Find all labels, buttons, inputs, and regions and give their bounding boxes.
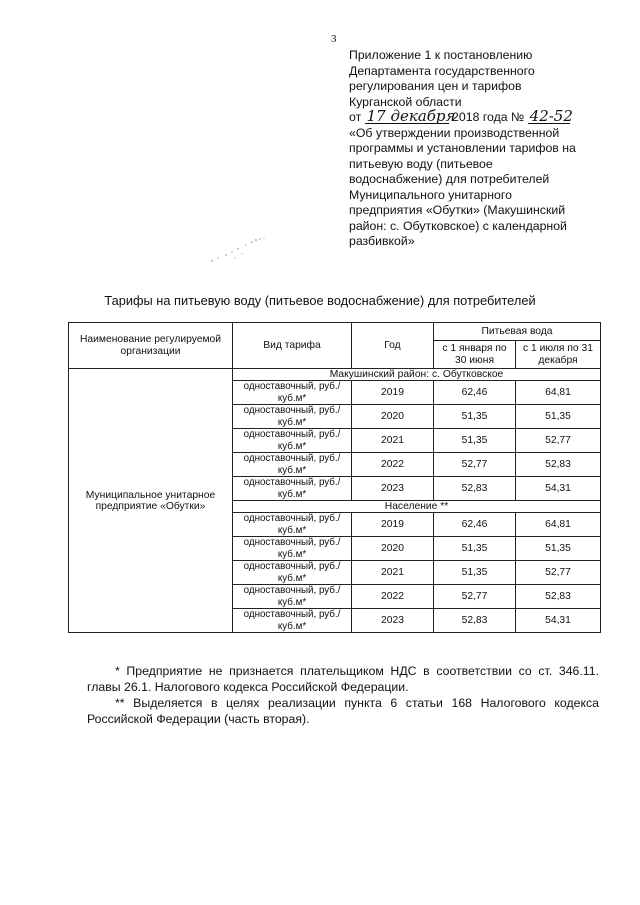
tariff-h2-cell: 54,31 [516, 477, 601, 501]
appendix-line: Приложение 1 к постановлению [349, 48, 533, 62]
header-org: Наименование регулируемой организации [69, 323, 233, 369]
year-cell: 2020 [352, 405, 434, 429]
tariff-type-cell: одноставочный, руб./куб.м* [233, 537, 352, 561]
organization-cell: Муниципальное унитарное предприятие «Обутки» [69, 369, 233, 633]
section-title: Население ** [233, 501, 601, 513]
appendix-line: регулирования цен и тарифов [349, 79, 522, 93]
appendix-subject-line: район: с. Обутковское) с календарной [349, 218, 567, 233]
date-middle: 2018 года № [452, 110, 525, 124]
header-year: Год [352, 323, 434, 369]
tariff-h1-cell: 62,46 [434, 381, 516, 405]
year-cell: 2019 [352, 381, 434, 405]
year-cell: 2021 [352, 429, 434, 453]
appendix-subject-line: питьевую воду (питьевое [349, 156, 493, 171]
appendix-subject-line: водоснабжение) для потребителей [349, 172, 550, 186]
tariff-h1-cell: 52,77 [434, 453, 516, 477]
year-cell: 2023 [352, 477, 434, 501]
page-number: 3 [331, 33, 337, 45]
appendix-subject-line: предприятия «Обутки» (Макушинский [349, 203, 566, 217]
tariff-h2-cell: 51,35 [516, 405, 601, 429]
tariff-h1-cell: 51,35 [434, 429, 516, 453]
tariff-type-cell: одноставочный, руб./куб.м* [233, 585, 352, 609]
date-prefix: от [349, 110, 362, 124]
tariff-h1-cell: 52,83 [434, 477, 516, 501]
tariff-h2-cell: 64,81 [516, 381, 601, 405]
appendix-subject-line: программы и установлении тарифов на [349, 141, 576, 155]
tariff-h2-cell: 64,81 [516, 513, 601, 537]
year-cell: 2022 [352, 453, 434, 477]
appendix-line: Курганской области [349, 94, 462, 109]
tariff-type-cell: одноставочный, руб./куб.м* [233, 381, 352, 405]
year-cell: 2019 [352, 513, 434, 537]
header-drinking-water: Питьевая вода [434, 323, 601, 341]
tariff-type-cell: одноставочный, руб./куб.м* [233, 429, 352, 453]
appendix-subject-line: разбивкой» [349, 234, 415, 248]
tariff-type-cell: одноставочный, руб./куб.м* [233, 405, 352, 429]
header-period-1: с 1 января по 30 июня [434, 341, 516, 369]
tariff-h1-cell: 51,35 [434, 537, 516, 561]
footnote-population: ** Выделяется в целях реализации пункта 6 статьи 168 Налогового кодекса Российской Федерации (часть вторая). [87, 696, 599, 726]
tariff-h1-cell: 62,46 [434, 513, 516, 537]
handwritten-number: 42-52 [529, 107, 573, 125]
tariff-h2-cell: 52,83 [516, 585, 601, 609]
appendix-subject-line: «Об утверждении производственной [349, 125, 560, 140]
appendix-subject-line: Муниципального унитарного [349, 187, 512, 202]
tariff-h2-cell: 51,35 [516, 537, 601, 561]
year-cell: 2023 [352, 609, 434, 633]
tariff-type-cell: одноставочный, руб./куб.м* [233, 609, 352, 633]
tariff-h1-cell: 52,83 [434, 609, 516, 633]
footnotes [87, 663, 599, 727]
appendix-date-line [349, 107, 619, 126]
tariff-h1-cell: 51,35 [434, 561, 516, 585]
footnote-vat: * Предприятие не признается плательщиком НДС в соответствии со ст. 346.11. главы 26.1. Налогового кодекса Российской Федерации. [87, 664, 599, 694]
tariff-h2-cell: 54,31 [516, 609, 601, 633]
year-cell: 2020 [352, 537, 434, 561]
tariff-h2-cell: 52,77 [516, 429, 601, 453]
tariff-type-cell: одноставочный, руб./куб.м* [233, 477, 352, 501]
stamp-remnant-marks [208, 236, 268, 264]
header-tariff-type: Вид тарифа [233, 323, 352, 369]
tariff-type-cell: одноставочный, руб./куб.м* [233, 453, 352, 477]
tariff-h1-cell: 52,77 [434, 585, 516, 609]
tariff-type-cell: одноставочный, руб./куб.м* [233, 513, 352, 537]
section-title: Макушинский район: с. Обутковское [233, 369, 601, 381]
tariff-h2-cell: 52,77 [516, 561, 601, 585]
year-cell: 2021 [352, 561, 434, 585]
year-cell: 2022 [352, 585, 434, 609]
table-title: Тарифы на питьевую воду (питьевое водоснабжение) для потребителей [104, 293, 536, 308]
header-period-2: с 1 июля по 31 декабря [516, 341, 601, 369]
tariffs-table [68, 322, 601, 633]
tariff-type-cell: одноставочный, руб./куб.м* [233, 561, 352, 585]
handwritten-date: 17 декабря [366, 107, 456, 125]
appendix-header [349, 48, 619, 250]
tariff-h1-cell: 51,35 [434, 405, 516, 429]
appendix-line: Департамента государственного [349, 63, 535, 78]
tariff-h2-cell: 52,83 [516, 453, 601, 477]
